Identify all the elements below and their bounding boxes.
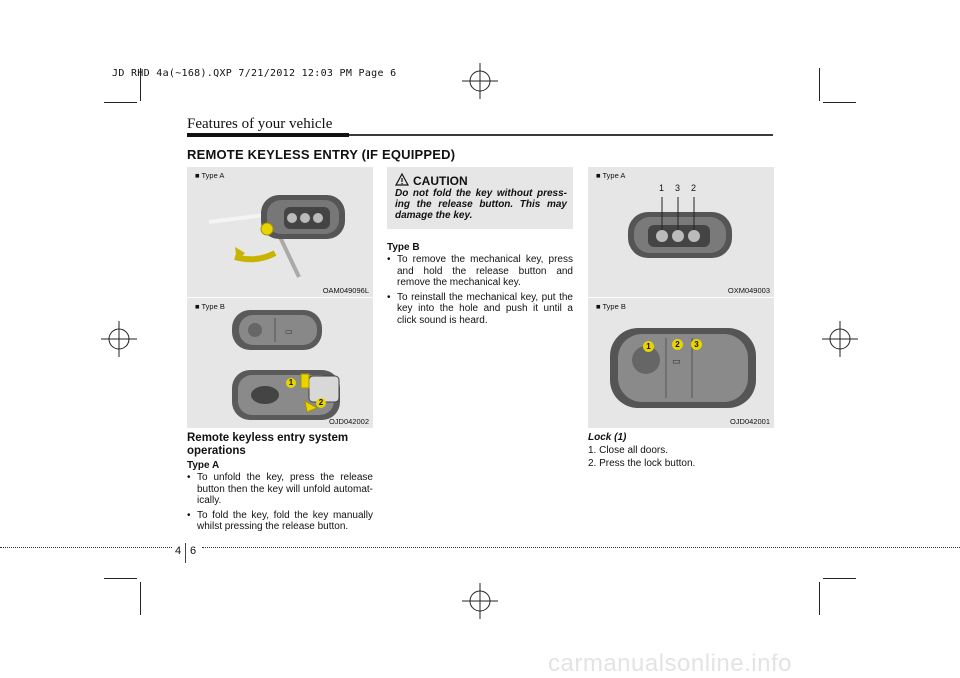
caution-title: CAUTION [413,174,468,188]
registration-target-icon [822,321,858,357]
callout-2: 2 [672,339,683,350]
type-label: ■ Type B [195,302,225,311]
crop-mark [104,578,137,579]
type-label: ■ Type A [596,171,626,180]
page-number: 6 [190,545,197,557]
smart-key-illustration [187,298,373,428]
figure-type-b-smart-key [187,297,373,428]
list-item: • To remove the mechanical key, press and hold the release button and remove the mechanical key. [387,254,573,289]
operations-heading: Remote keyless entry system operations [187,432,349,457]
footer-rule-right [202,547,960,548]
main-heading: REMOTE KEYLESS ENTRY (IF EQUIPPED) [187,147,456,162]
svg-text:▭: ▭ [672,357,681,367]
callout-1: 1 [659,183,665,193]
type-b-label: Type B [387,242,420,253]
figure-ref-code: OJD042002 [328,417,369,426]
figure-type-b-buttons [588,297,774,428]
figure-ref-code: OJD042001 [729,417,770,426]
crop-mark [140,582,141,615]
list-item: • To unfold the key, press the release button then the key will unfold automat-ically. [187,472,373,507]
callout-1: 1 [286,378,296,388]
callout-1: 1 [643,341,654,352]
figure-type-a-buttons [588,167,774,297]
callout-3: 3 [691,339,702,350]
crop-mark [819,68,820,101]
type-label: ■ Type A [195,171,225,180]
type-label: ■ Type B [596,302,626,311]
footer-rule-left [0,547,172,548]
section-title: Features of your vehicle [187,116,333,132]
warning-triangle-icon [395,173,409,186]
registration-target-icon [462,583,498,619]
crop-mark [104,102,137,103]
figure-type-a-flip-key [187,167,373,297]
caution-body: Do not fold the key without press-ing the release button. This may damage the key. [395,188,567,221]
list-item: • To fold the key, fold the key manually whilst pressing the release button. [187,510,373,533]
registration-target-icon [462,63,498,99]
type-a-label: Type A [187,460,220,471]
flip-key-buttons-illustration [588,167,774,297]
callout-2: 2 [316,398,326,408]
type-a-instructions [187,472,373,536]
footer-divider [185,543,186,563]
crop-mark [819,582,820,615]
caution-box [387,167,573,229]
svg-text:▭: ▭ [285,327,293,336]
watermark: carmanualsonline.info [548,650,792,677]
figure-ref-code: OAM049096L [322,286,369,295]
figure-ref-code: OXM049003 [727,286,770,295]
callout-2: 2 [691,183,697,193]
lock-step: 1. Close all doors. [588,445,669,456]
title-rule-accent [187,133,349,137]
registration-target-icon [101,321,137,357]
crop-mark [823,578,856,579]
list-item: • To reinstall the mechanical key, put the key into the hole and push it until a click sound is heard. [387,292,573,327]
crop-mark [823,102,856,103]
prepress-slug: JD RHD 4a(~168).QXP 7/21/2012 12:03 PM Page 6 [112,68,397,79]
smart-key-buttons-illustration [588,298,774,428]
lock-heading: Lock (1) [588,432,627,443]
chapter-number: 4 [175,545,182,557]
type-b-instructions [387,254,573,329]
lock-step: 2. Press the lock button. [588,458,696,469]
callout-3: 3 [675,183,681,193]
flip-key-illustration [187,167,373,297]
